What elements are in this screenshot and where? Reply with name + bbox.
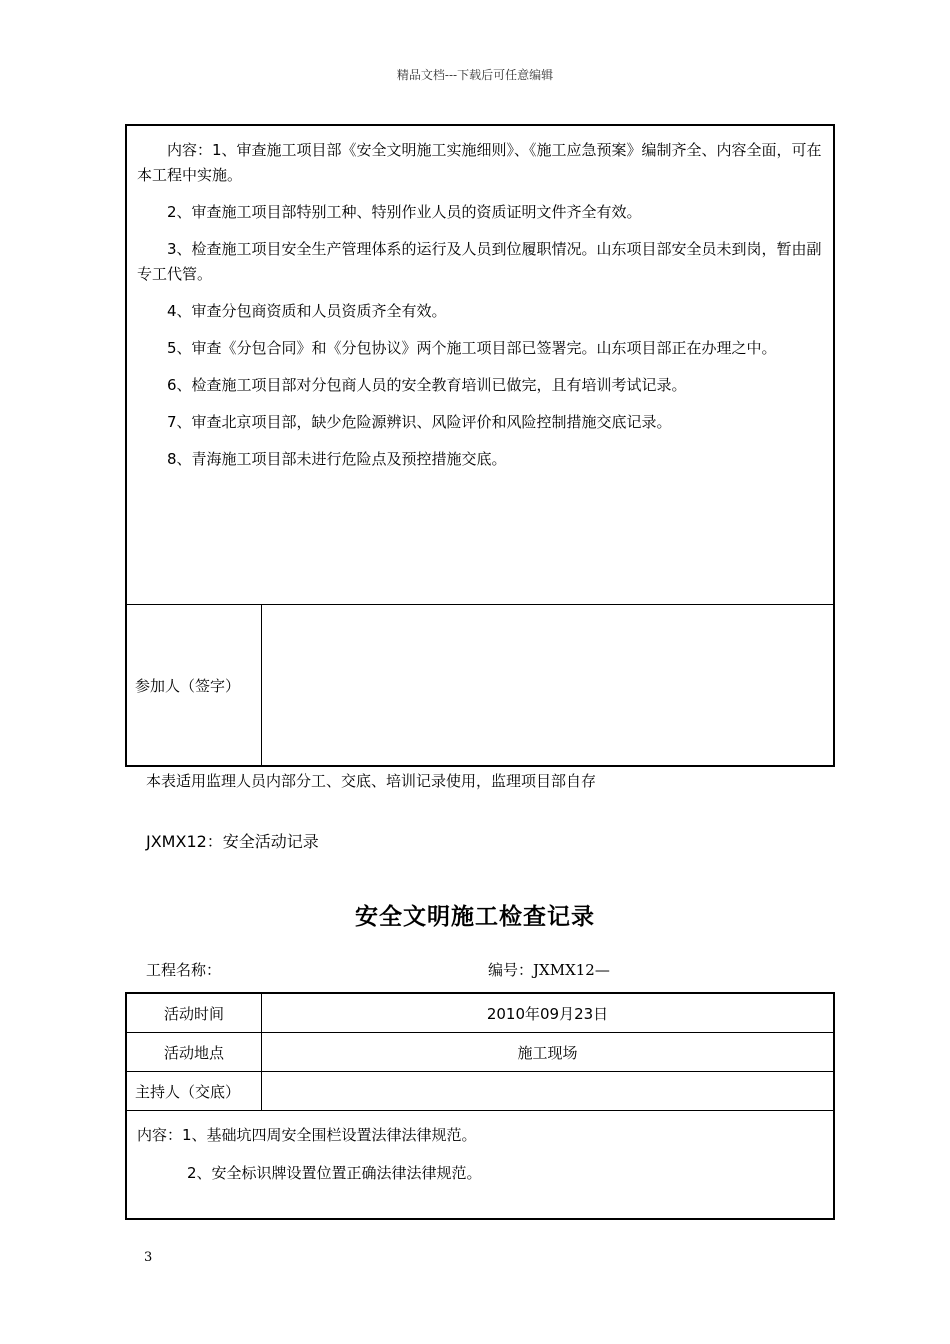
content-cell: [127, 126, 833, 605]
content-item: 内容：1、基础坑四周安全围栏设置法律法律规范。: [137, 1126, 477, 1144]
host-label: 主持人（交底）: [127, 1072, 262, 1110]
project-name-label: 工程名称：: [146, 961, 222, 979]
content-item: 2、安全标识牌设置位置正确法律法律规范。: [187, 1164, 482, 1182]
signature-area: [262, 605, 833, 765]
content-item: 7、审查北京项目部，缺少危险源辨识、风险评价和风险控制措施交底记录。: [167, 413, 672, 431]
row-host: [127, 1072, 833, 1111]
page-header: 精品文档---下载后可任意编辑: [396, 68, 554, 82]
host-value: [262, 1072, 833, 1110]
page-number: 3: [144, 1250, 153, 1265]
activity-time-label: 活动时间: [127, 994, 262, 1032]
lower-table: [125, 992, 835, 1220]
content-item: 4、审查分包商资质和人员资质齐全有效。: [167, 302, 447, 320]
activity-place-label: 活动地点: [127, 1033, 262, 1071]
row-activity-place: [127, 1033, 833, 1072]
lower-content-cell: [127, 1111, 833, 1199]
table-note: 本表适用监理人员内部分工、交底、培训记录使用，监理项目部自存: [146, 772, 597, 790]
activity-place-value: 施工现场: [517, 1043, 578, 1062]
signature-label: 参加人（签字）: [127, 605, 262, 765]
content-item: 2、审查施工项目部特别工种、特别作业人员的资质证明文件齐全有效。: [167, 203, 642, 221]
content-item: 5、审查《分包合同》和《分包协议》两个施工项目部已签署完。山东项目部正在办理之中。: [167, 339, 777, 357]
content-item: 8、青海施工项目部未进行危险点及预控措施交底。: [167, 450, 507, 468]
activity-time-value: 2010年09月23日: [486, 1004, 609, 1023]
row-activity-time: [127, 994, 833, 1033]
serial-label: 编号：: [488, 961, 534, 979]
serial-value: JXMX12—: [533, 961, 610, 979]
upper-table: [125, 124, 835, 767]
content-item: 3、检查施工项目安全生产管理体系的运行及人员到位履职情况。山东项目部安全员未到岗，暂由副专工代管。: [137, 240, 822, 283]
content-item: 6、检查施工项目部对分包商人员的安全教育培训已做完，且有培训考试记录。: [167, 376, 687, 394]
document-title: 安全文明施工检查记录: [355, 904, 595, 930]
form-code: JXMX12：安全活动记录: [146, 832, 319, 851]
content-item: 内容：1、审查施工项目部《安全文明施工实施细则》、《施工应急预案》编制齐全、内容全面，可在本工程中实施。: [137, 141, 822, 184]
serial-number: [488, 959, 610, 980]
